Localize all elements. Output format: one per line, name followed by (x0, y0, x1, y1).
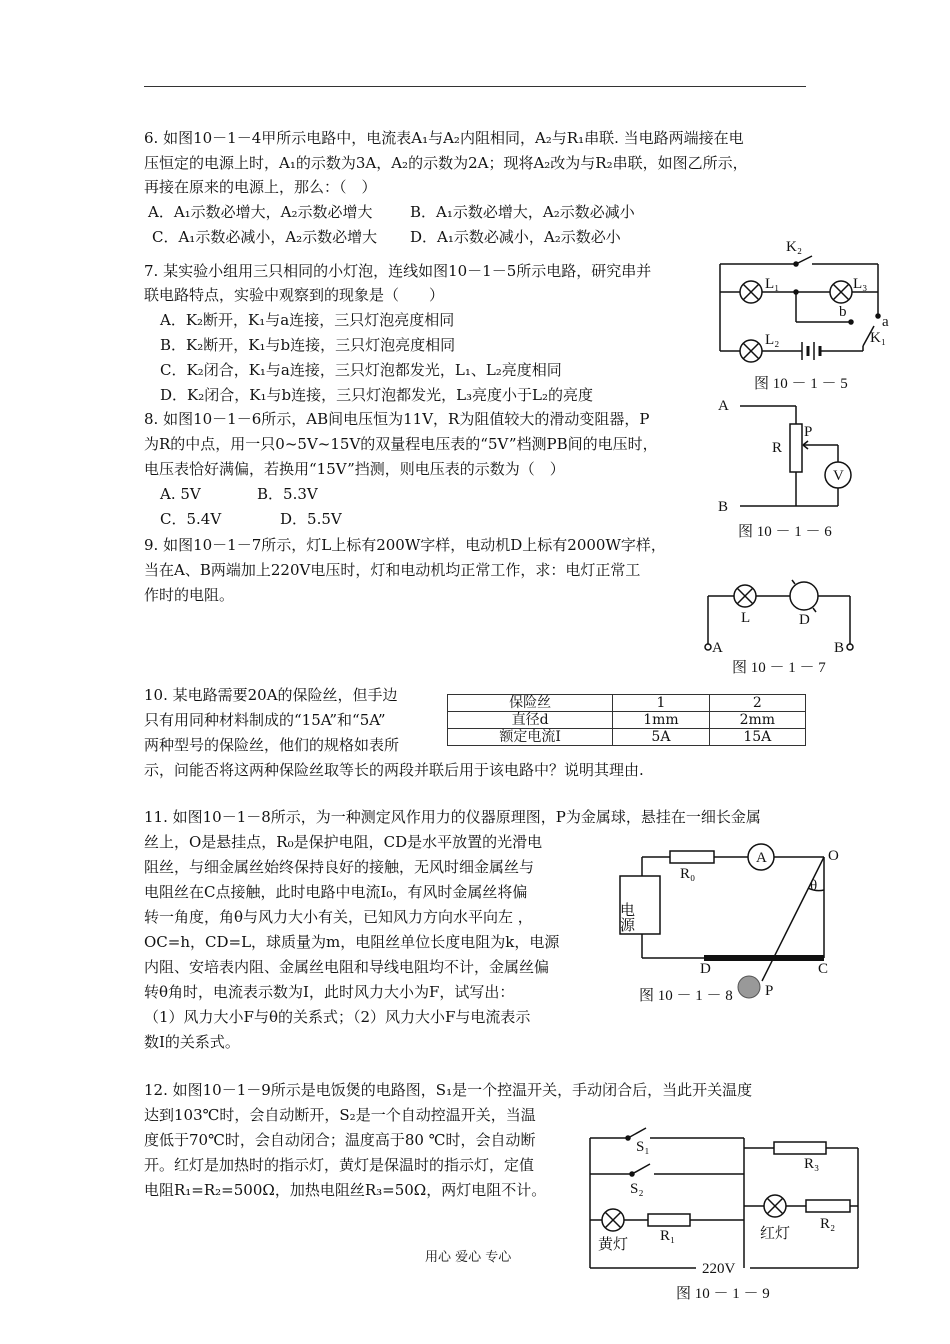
table-row (448, 712, 806, 729)
terminal-a-label: A (712, 640, 723, 656)
figure-caption: 图 10 － 1 － 7 (732, 660, 826, 676)
figure-10-1-8 (612, 840, 842, 1025)
motor-d-label: D (799, 612, 810, 628)
q7-line-2: 联电路特点，实验中观察到的现象是（ ） (144, 286, 445, 304)
voltage-label: 220V (702, 1261, 736, 1277)
table-cell: 保险丝 (448, 695, 613, 712)
r1-label: R₁ (660, 1228, 676, 1244)
q12-line-2: 达到103℃时，会自动断开，S₂是一个自动控温开关，当温 (144, 1106, 536, 1124)
ammeter-label: A (756, 850, 767, 866)
q9-line-3: 作时的电阻。 (144, 586, 235, 604)
q10-line-4: 示，问能否将这两种保险丝取等长的两段并联后用于该电路中？说明其理由. (144, 761, 644, 779)
q12-line-1: 12. 如图10－1－9所示是电饭煲的电路图，S₁是一个控温开关，手动闭合后，当此开关温度 (144, 1081, 753, 1099)
q8-line-1: 8. 如图10－1－6所示，AB间电压恒为11V，R为阻值较大的滑动变阻器，P (144, 410, 650, 428)
q9-line-1: 9. 如图10－1－7所示，灯L上标有200W字样，电动机D上标有2000W字样， (144, 536, 666, 554)
q6-line-3: 再接在原来的电源上，那么：（ ） (144, 178, 377, 196)
figure-10-1-5 (708, 236, 908, 406)
q10-line-2: 只有用同种材料制成的“15A”和“5A” (144, 711, 386, 729)
s1-label: S₁ (636, 1139, 650, 1155)
q6-option-d: D．A₁示数必减小，A₂示数必小 (410, 228, 621, 246)
q6-option-b: B．A₁示数必增大，A₂示数必减小 (410, 203, 635, 221)
point-p-label: P (765, 983, 774, 999)
table-cell: 直径d (448, 712, 613, 729)
yellow-lamp-label: 黄灯 (598, 1237, 629, 1253)
table-cell: 15A (709, 729, 805, 746)
table-cell: 2 (709, 695, 805, 712)
figure-caption: 图 10 － 1 － 8 (639, 988, 733, 1004)
q11-line-9: （1）风力大小F与θ的关系式；（2）风力大小F与电流表示 (144, 1008, 531, 1026)
terminal-b-label: B (834, 640, 845, 656)
q7-option-d: D．K₂闭合，K₁与b连接，三只灯泡都发光，L₃亮度小于L₂的亮度 (160, 386, 594, 404)
l2-label: L₂ (765, 332, 780, 348)
q10-line-3: 两种型号的保险丝，他们的规格如表所 (144, 736, 400, 754)
q12-line-4: 开。红灯是加热时的指示灯，黄灯是保温时的指示灯，定值 (144, 1156, 535, 1174)
q11-line-3: 阻丝，与细金属丝始终保持良好的接触，无风时细金属丝与 (144, 858, 535, 876)
b-label: b (839, 304, 847, 320)
theta-label: θ (810, 878, 818, 894)
page-footer: 用心 爱心 专心 (425, 1250, 512, 1265)
q11-line-4: 电阻丝在C点接触，此时电路中电流I₀，有风时金属丝将偏 (144, 883, 528, 901)
l3-label: L₃ (853, 276, 868, 292)
table-cell: 额定电流I (448, 729, 613, 746)
table-row (448, 695, 806, 712)
table-cell: 1mm (613, 712, 709, 729)
q12-line-3: 度低于70℃时，会自动闭合；温度高于80 ℃时，会自动断 (144, 1131, 536, 1149)
q11-line-8: 转θ角时，电流表示数为I，此时风力大小为F，试写出： (144, 983, 515, 1001)
q6-option-c: C．A₁示数必减小，A₂示数必增大 (152, 228, 378, 246)
q6-line-2: 压恒定的电源上时，A₁的示数为3A，A₂的示数为2A；现将A₂改为与R₂串联，如图乙所示， (144, 154, 748, 172)
resistor-r-label: R (772, 440, 783, 456)
table-cell: 1 (613, 695, 709, 712)
table-cell: 2mm (709, 712, 805, 729)
q6-line-1: 6. 如图10－1－4甲所示电路中，电流表A₁与A₂内阻相同，A₂与R₁串联. 当电路两端接在电 (144, 129, 744, 147)
q9-line-2: 当在A、B两端加上220V电压时，灯和电动机均正常工作，求：电灯正常工 (144, 561, 641, 579)
figure-caption: 图 10 － 1 － 9 (676, 1286, 770, 1302)
metal-ball-p (738, 976, 760, 998)
l1-label: L₁ (765, 276, 780, 292)
voltmeter-label: V (833, 468, 844, 484)
r2-label: R₂ (820, 1216, 836, 1232)
q11-line-1: 11. 如图10－1－8所示，为一种测定风作用力的仪器原理图，P为金属球，悬挂在一细长金属 (144, 808, 761, 826)
r0-label: R₀ (680, 866, 696, 882)
q7-option-c: C．K₂闭合，K₁与a连接，三只灯泡都发光，L₁、L₂亮度相同 (160, 361, 562, 379)
q6-option-a: A．A₁示数必增大，A₂示数必增大 (148, 203, 373, 221)
power-source-label: 电源 (618, 902, 634, 932)
q7-line-1: 7. 某实验小组用三只相同的小灯泡，连线如图10－1－5所示电路，研究串并 (144, 262, 652, 280)
fuse-spec-table (447, 694, 806, 746)
k2-label: K₂ (786, 239, 803, 255)
slider-p-label: P (804, 424, 813, 440)
q8-option-c: C．5.4V (160, 510, 222, 528)
q11-line-2: 丝上，O是悬挂点，R₀是保护电阻，CD是水平放置的光滑电 (144, 833, 543, 851)
q8-option-b: B．5.3V (257, 485, 318, 503)
q12-line-5: 电阻R₁=R₂=500Ω，加热电阻丝R₃=50Ω，两灯电阻不计。 (144, 1181, 547, 1199)
header-rule (144, 86, 806, 87)
terminal-b-label: B (718, 499, 729, 515)
q8-option-d: D．5.5V (280, 510, 342, 528)
point-c-label: C (818, 961, 829, 977)
figure-10-1-9 (584, 1118, 874, 1328)
resistance-wire-cd (704, 955, 824, 961)
q11-line-5: 转一角度，角θ与风力大小有关，已知风力方向水平向左 ， (144, 908, 533, 926)
red-lamp-label: 红灯 (760, 1226, 791, 1242)
table-row (448, 729, 806, 746)
lamp-l-label: L (741, 610, 751, 626)
q7-option-b: B．K₂断开，K₁与b连接，三只灯泡亮度相同 (160, 336, 456, 354)
table-cell: 5A (613, 729, 709, 746)
q8-option-a: A. 5V (160, 485, 201, 503)
figure-caption: 图 10 － 1 － 5 (754, 376, 848, 392)
q11-line-6: OC=h，CD=L，球质量为m，电阻丝单位长度电阻为k，电源 (144, 933, 560, 951)
q11-line-10: 数I的关系式。 (144, 1033, 240, 1051)
point-o-label: O (828, 848, 839, 864)
q7-option-a: A．K₂断开，K₁与a连接，三只灯泡亮度相同 (160, 311, 455, 329)
figure-10-1-7 (700, 576, 860, 686)
q8-line-2: 为R的中点，用一只0~5V~15V的双量程电压表的“5V”档测PB间的电压时， (144, 435, 658, 453)
terminal-a-label: A (718, 398, 729, 414)
a-label: a (882, 314, 889, 330)
r3-label: R₃ (804, 1156, 820, 1172)
q8-line-3: 电压表恰好满偏，若换用“15V”挡测，则电压表的示数为（ ） (144, 460, 565, 478)
point-d-label: D (700, 961, 711, 977)
figure-10-1-6 (712, 398, 862, 558)
s2-label: S₂ (630, 1181, 644, 1197)
k1-label: K₁ (870, 330, 887, 346)
figure-caption: 图 10 － 1 － 6 (738, 524, 832, 540)
q11-line-7: 内阻、安培表内阻、金属丝电阻和导线电阻均不计，金属丝偏 (144, 958, 550, 976)
q10-line-1: 10. 某电路需要20A的保险丝，但手边 (144, 686, 398, 704)
